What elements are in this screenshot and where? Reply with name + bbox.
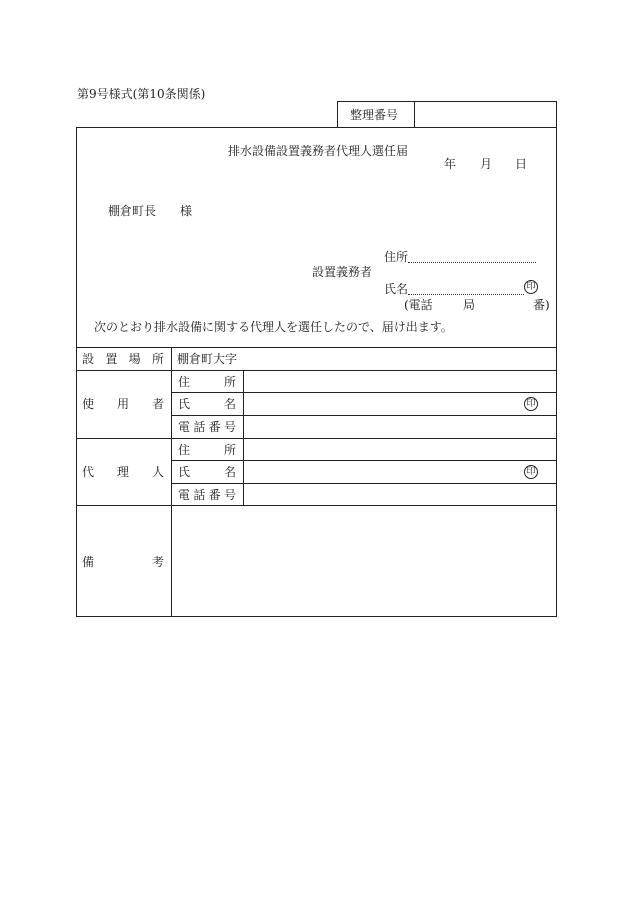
remarks-field[interactable] xyxy=(172,506,556,616)
user-address-field[interactable] xyxy=(244,371,556,391)
reference-number-field[interactable] xyxy=(415,102,556,127)
applicant-role: 設置義務者 xyxy=(312,265,373,279)
remarks-label: 備 考 xyxy=(82,555,164,569)
user-name-field[interactable] xyxy=(244,393,520,414)
form-title: 排水設備設置義務者代理人選任届 xyxy=(228,144,409,158)
addressee-name: 棚倉町長 xyxy=(108,204,157,218)
applicant-name-line[interactable] xyxy=(408,294,524,295)
form-number: 第9号様式(第10条関係) xyxy=(77,87,206,101)
agent-name-field[interactable] xyxy=(244,461,520,482)
applicant-address-label: 住所 xyxy=(384,250,409,264)
date-month: 月 xyxy=(480,157,493,171)
statement: 次のとおり排水設備に関する代理人を選任したので、届け出ます。 xyxy=(94,320,453,334)
user-seal-icon: 印 xyxy=(524,397,538,411)
agent-address-label: 住 所 xyxy=(178,443,236,457)
agent-address-field[interactable] xyxy=(244,439,556,459)
applicant-name-label: 氏名 xyxy=(384,282,409,296)
addressee-honorific: 様 xyxy=(180,204,193,218)
agent-name-label: 氏 名 xyxy=(178,465,236,479)
seal-icon: 印 xyxy=(524,280,538,294)
date-year: 年 xyxy=(444,157,457,171)
phone-ban: 番) xyxy=(533,298,550,312)
location-field[interactable] xyxy=(232,348,556,369)
reference-number-label: 整理番号 xyxy=(350,108,399,122)
date-day: 日 xyxy=(515,157,528,171)
user-label: 使 用 者 xyxy=(82,397,164,411)
user-phone-field[interactable] xyxy=(244,416,556,437)
location-label: 設 置 場 所 xyxy=(82,352,164,366)
agent-phone-field[interactable] xyxy=(244,484,556,504)
agent-phone-label: 電 話 番 号 xyxy=(178,488,236,502)
agent-label: 代 理 人 xyxy=(82,465,164,479)
phone-open: (電話 xyxy=(404,298,433,312)
phone-kyoku: 局 xyxy=(463,298,476,312)
user-phone-label: 電 話 番 号 xyxy=(178,420,236,434)
user-address-label: 住 所 xyxy=(178,375,236,389)
location-value: 棚倉町大字 xyxy=(177,352,238,366)
applicant-address-line[interactable] xyxy=(408,262,536,263)
agent-seal-icon: 印 xyxy=(524,465,538,479)
user-name-label: 氏 名 xyxy=(178,397,236,411)
